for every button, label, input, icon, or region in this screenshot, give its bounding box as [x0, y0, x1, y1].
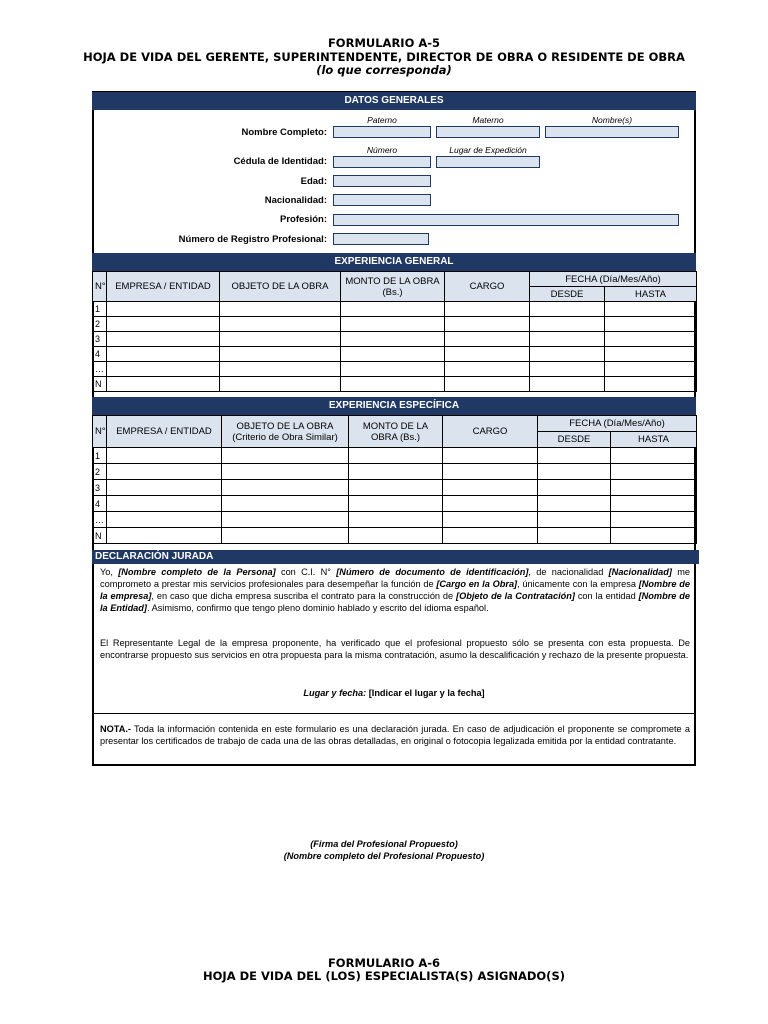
table-row	[93, 377, 697, 392]
table-cell[interactable]	[443, 512, 538, 528]
row-number: N	[93, 528, 107, 544]
section-experiencia-general: EXPERIENCIA GENERAL	[92, 253, 696, 271]
table-cell[interactable]	[107, 528, 222, 544]
form-title: HOJA DE VIDA DEL GERENTE, SUPERINTENDENTE, DIRECTOR DE OBRA O RESIDENTE DE OBRA	[83, 50, 685, 64]
table-cell[interactable]	[611, 480, 697, 496]
nacionalidad-label: Nacionalidad:	[264, 195, 327, 206]
table-cell[interactable]	[220, 362, 341, 377]
table-cell[interactable]	[222, 512, 349, 528]
table-row	[93, 362, 697, 377]
table-cell[interactable]	[222, 528, 349, 544]
section-experiencia-especifica: EXPERIENCIA ESPECÍFICA	[92, 397, 696, 415]
row-number: 1	[93, 302, 107, 317]
nombres-field[interactable]	[545, 126, 679, 138]
table-cell[interactable]	[538, 448, 611, 464]
table-cell[interactable]	[349, 528, 443, 544]
table-cell[interactable]	[222, 480, 349, 496]
table-cell[interactable]	[605, 302, 697, 317]
col-empresa: EMPRESA / ENTIDAD	[107, 272, 220, 302]
table-cell[interactable]	[349, 512, 443, 528]
experiencia-especifica-table	[92, 415, 697, 544]
table-cell[interactable]	[107, 362, 220, 377]
row-number: N	[93, 377, 107, 392]
table-cell[interactable]	[349, 480, 443, 496]
row-number: 3	[93, 332, 107, 347]
table-cell[interactable]	[445, 332, 530, 347]
table-cell[interactable]	[538, 512, 611, 528]
row-number: 3	[93, 480, 107, 496]
sub-numero: Número	[366, 145, 398, 155]
col-cargo: CARGO	[445, 272, 530, 302]
col-hasta: HASTA	[605, 287, 697, 302]
col-objeto: OBJETO DE LA OBRA	[220, 272, 341, 302]
table-row	[93, 317, 697, 332]
table-cell[interactable]	[107, 302, 220, 317]
table-cell[interactable]	[220, 302, 341, 317]
profesion-field[interactable]	[333, 214, 679, 226]
table-cell[interactable]	[222, 496, 349, 512]
table-row	[93, 347, 697, 362]
sub-nombres: Nombre(s)	[591, 115, 633, 125]
row-number: 4	[93, 347, 107, 362]
table-cell[interactable]	[538, 464, 611, 480]
table-row	[93, 464, 697, 480]
edad-label: Edad:	[300, 176, 327, 187]
cedula-label: Cédula de Identidad:	[233, 156, 327, 167]
nota-divider	[92, 713, 696, 714]
section-declaracion-jurada: DECLARACIÓN JURADA	[92, 550, 699, 564]
table-cell[interactable]	[611, 448, 697, 464]
sub-materno: Materno	[472, 115, 504, 125]
table-cell[interactable]	[107, 512, 222, 528]
col-monto: MONTO DE LA OBRA (Bs.)	[349, 416, 443, 448]
cedula-lugar-field[interactable]	[436, 156, 540, 168]
next-form-title: HOJA DE VIDA DEL (LOS) ESPECIALISTA(S) ASIGNADO(S)	[203, 969, 565, 983]
table-cell[interactable]	[530, 347, 605, 362]
table-cell[interactable]	[605, 347, 697, 362]
nombre-label: Nombre Completo:	[241, 127, 327, 138]
table-cell[interactable]	[530, 317, 605, 332]
table-row	[93, 480, 697, 496]
col-n: N°	[93, 416, 107, 448]
col-desde: DESDE	[538, 432, 611, 448]
nombre-profesional: (Nombre completo del Profesional Propuesto)	[283, 851, 485, 861]
table-cell[interactable]	[530, 362, 605, 377]
materno-field[interactable]	[436, 126, 540, 138]
table-cell[interactable]	[220, 347, 341, 362]
col-fecha: FECHA (Día/Mes/Año)	[538, 416, 697, 432]
row-number: 4	[93, 496, 107, 512]
col-empresa: EMPRESA / ENTIDAD	[107, 416, 222, 448]
lugar-fecha: Lugar y fecha: [Indicar el lugar y la fecha]	[303, 688, 485, 698]
table-cell[interactable]	[445, 302, 530, 317]
table-cell[interactable]	[530, 302, 605, 317]
row-number: …	[93, 512, 107, 528]
table-cell[interactable]	[445, 362, 530, 377]
declaracion-paragraph-2: El Representante Legal de la empresa proponente, ha verificado que el profesional propuesto sólo se presenta con esta propuesta. De encontrarse propuesto sus servicios en otra propuesta para la misma contratación, asumo la descalificación y rechazo de la presente propuesta.	[100, 638, 690, 660]
table-cell[interactable]	[611, 496, 697, 512]
table-cell[interactable]	[107, 448, 222, 464]
firma-profesional: (Firma del Profesional Propuesto)	[310, 839, 458, 849]
col-cargo: CARGO	[443, 416, 538, 448]
table-cell[interactable]	[443, 464, 538, 480]
section-datos-generales: DATOS GENERALES	[92, 92, 696, 110]
table-row	[93, 302, 697, 317]
table-cell[interactable]	[445, 347, 530, 362]
table-cell[interactable]	[107, 496, 222, 512]
experiencia-general-table	[92, 271, 697, 392]
registro-field[interactable]	[333, 233, 429, 245]
table-cell[interactable]	[341, 302, 445, 317]
col-hasta: HASTA	[611, 432, 697, 448]
table-cell[interactable]	[107, 480, 222, 496]
table-cell[interactable]	[445, 377, 530, 392]
table-cell[interactable]	[605, 362, 697, 377]
table-cell[interactable]	[443, 448, 538, 464]
table-cell[interactable]	[538, 480, 611, 496]
table-cell[interactable]	[530, 377, 605, 392]
nacionalidad-field[interactable]	[333, 194, 431, 206]
table-cell[interactable]	[605, 377, 697, 392]
table-cell[interactable]	[611, 464, 697, 480]
form-subtitle: (lo que corresponda)	[316, 63, 452, 77]
table-cell[interactable]	[445, 317, 530, 332]
table-cell[interactable]	[220, 377, 341, 392]
paterno-field[interactable]	[333, 126, 431, 138]
table-cell[interactable]	[220, 332, 341, 347]
table-cell[interactable]	[107, 464, 222, 480]
table-row	[93, 528, 697, 544]
table-cell[interactable]	[530, 332, 605, 347]
table-cell[interactable]	[611, 512, 697, 528]
row-number: 1	[93, 448, 107, 464]
sub-lugar-expedicion: Lugar de Expedición	[449, 145, 527, 155]
table-cell[interactable]	[611, 528, 697, 544]
cedula-numero-field[interactable]	[333, 156, 431, 168]
table-cell[interactable]	[443, 480, 538, 496]
table-cell[interactable]	[605, 332, 697, 347]
table-row	[93, 512, 697, 528]
row-number: 2	[93, 317, 107, 332]
col-desde: DESDE	[530, 287, 605, 302]
row-number: …	[93, 362, 107, 377]
table-cell[interactable]	[107, 377, 220, 392]
row-number: 2	[93, 464, 107, 480]
table-cell[interactable]	[341, 377, 445, 392]
table-cell[interactable]	[341, 332, 445, 347]
nota-paragraph: NOTA.- Toda la información contenida en este formulario es una declaración jurada. En caso de adjudicación el proponente se compromete a presentar los certificados de trabajo de cada una de las obras detalladas, en original o fotocopia legalizada emitida por la entidad contratante.	[100, 724, 690, 746]
table-cell[interactable]	[349, 448, 443, 464]
table-row	[93, 496, 697, 512]
table-cell[interactable]	[349, 464, 443, 480]
edad-field[interactable]	[333, 175, 431, 187]
table-cell[interactable]	[538, 496, 611, 512]
table-row	[93, 332, 697, 347]
table-cell[interactable]	[222, 464, 349, 480]
table-row	[93, 448, 697, 464]
table-cell[interactable]	[443, 528, 538, 544]
table-cell[interactable]	[107, 347, 220, 362]
table-cell[interactable]	[107, 332, 220, 347]
registro-label: Número de Registro Profesional:	[178, 234, 327, 245]
declaracion-paragraph-1: Yo, [Nombre completo de la Persona] con C.I. N° [Número de documento de identificación], de nacionalidad [Nacionalidad] me comprometo a prestar mis servicios profesionales para desempeñar la función de [Cargo en la Obra], únicamente con la empresa [Nombre de la empresa], en caso que dicha empresa suscriba el contrato para la construcción de [Objeto de la Contratación] con la entidad [Nombre de la Entidad]. Asimismo, confirmo que tengo pleno dominio hablado y escrito del idioma español.	[100, 567, 690, 613]
table-cell[interactable]	[341, 362, 445, 377]
table-cell[interactable]	[341, 317, 445, 332]
table-cell[interactable]	[220, 317, 341, 332]
table-cell[interactable]	[341, 347, 445, 362]
col-objeto: OBJETO DE LA OBRA (Criterio de Obra Similar)	[222, 416, 349, 448]
table-cell[interactable]	[538, 528, 611, 544]
col-fecha: FECHA (Día/Mes/Año)	[530, 272, 697, 287]
table-cell[interactable]	[349, 496, 443, 512]
table-cell[interactable]	[107, 317, 220, 332]
sub-paterno: Paterno	[367, 115, 397, 125]
col-n: N°	[93, 272, 107, 302]
form-code: FORMULARIO A-5	[327, 36, 441, 50]
profesion-label: Profesión:	[280, 214, 327, 225]
col-monto: MONTO DE LA OBRA (Bs.)	[341, 272, 445, 302]
next-form-code: FORMULARIO A-6	[327, 956, 441, 970]
table-cell[interactable]	[605, 317, 697, 332]
table-cell[interactable]	[443, 496, 538, 512]
table-cell[interactable]	[222, 448, 349, 464]
